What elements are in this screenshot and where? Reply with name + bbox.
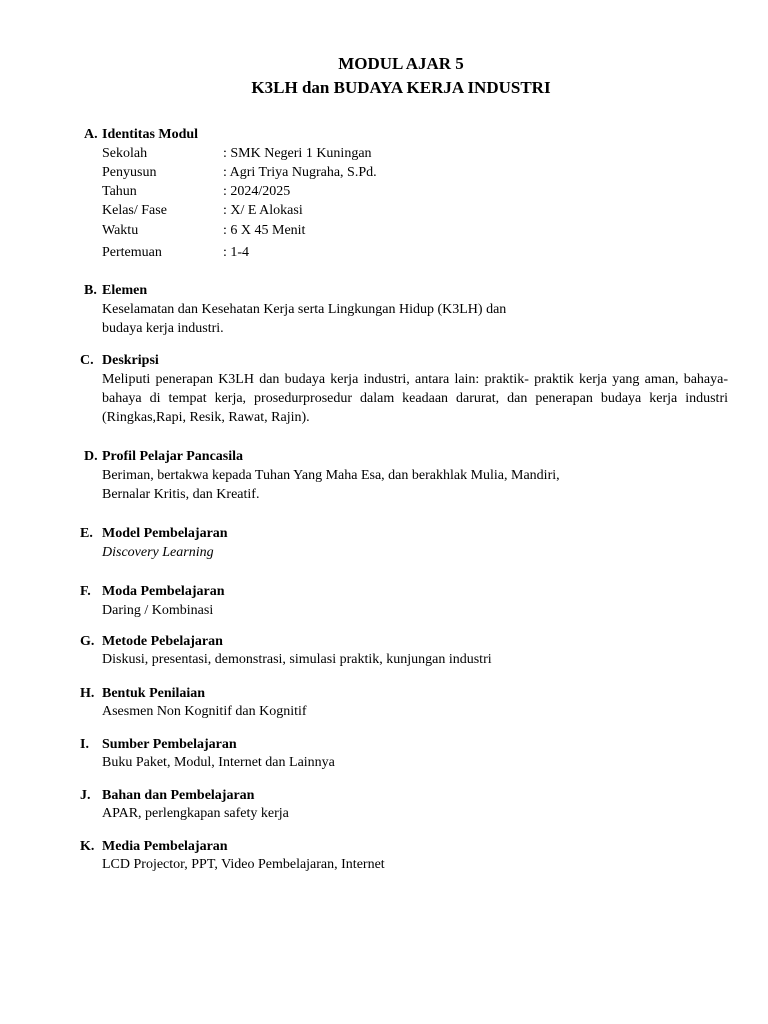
body-line: Bernalar Kritis, dan Kreatif. — [102, 487, 260, 502]
section-body: Meliputi penerapan K3LH dan budaya kerja industri, antara lain: praktik- praktik kerja yang aman, bahaya-bahaya di tempat kerja, prosedurprosedur dalam keadaan darurat, dan penerapan budaya kerja industri (Ringkas,Rapi, Resik, Rawat, Rajin). — [102, 372, 728, 425]
section-heading: Moda Pembelajaran — [102, 584, 225, 599]
document-subtitle: K3LH dan BUDAYA KERJA INDUSTRI — [251, 78, 551, 97]
section-body: LCD Projector, PPT, Video Pembelajaran, Internet — [102, 857, 385, 872]
section-body: Buku Paket, Modul, Internet dan Lainnya — [102, 755, 335, 770]
body-line: budaya kerja industri. — [102, 321, 224, 336]
section-body — [102, 466, 728, 504]
section-letter: H. — [80, 686, 95, 701]
section-letter: A. — [84, 127, 98, 142]
section-body: APAR, perlengkapan safety kerja — [102, 806, 289, 821]
body-line: Beriman, bertakwa kepada Tuhan Yang Maha Esa, dan berakhlak Mulia, Mandiri, — [102, 468, 560, 483]
identity-value: : Agri Triya Nugraha, S.Pd. — [223, 165, 377, 180]
document-title: MODUL AJAR 5 — [338, 54, 464, 73]
section-body — [102, 300, 728, 338]
section-letter: D. — [84, 449, 98, 464]
identity-label: Waktu — [102, 223, 139, 238]
identity-value: : 1-4 — [223, 245, 250, 260]
section-letter: G. — [80, 634, 95, 649]
identity-value: : 2024/2025 — [223, 184, 291, 199]
section-heading: Media Pembelajaran — [102, 839, 228, 854]
section-body: Daring / Kombinasi — [102, 603, 214, 618]
identity-label: Tahun — [102, 184, 137, 199]
section-heading: Metode Pebelajaran — [102, 634, 223, 649]
section-heading: Elemen — [102, 283, 148, 298]
identity-label: Sekolah — [102, 146, 148, 161]
section-body: Diskusi, presentasi, demonstrasi, simulasi praktik, kunjungan industri — [102, 652, 492, 667]
section-heading: Identitas Modul — [102, 127, 199, 142]
section-letter: F. — [80, 584, 91, 599]
section-letter: E. — [80, 526, 93, 541]
body-line: Keselamatan dan Kesehatan Kerja serta Lingkungan Hidup (K3LH) dan — [102, 302, 507, 317]
section-heading: Deskripsi — [102, 353, 159, 368]
section-heading: Bahan dan Pembelajaran — [102, 788, 255, 803]
section-heading: Profil Pelajar Pancasila — [102, 449, 244, 464]
section-heading: Sumber Pembelajaran — [102, 737, 237, 752]
identity-label: Kelas/ Fase — [102, 203, 167, 218]
section-heading: Model Pembelajaran — [102, 526, 228, 541]
section-letter: K. — [80, 839, 95, 854]
section-heading: Bentuk Penilaian — [102, 686, 206, 701]
section-body: Discovery Learning — [102, 545, 214, 560]
identity-value: : SMK Negeri 1 Kuningan — [223, 146, 372, 161]
section-letter: I. — [80, 737, 89, 752]
identity-label: Penyusun — [102, 165, 157, 180]
identity-value: : 6 X 45 Menit — [223, 223, 306, 238]
section-letter: J. — [80, 788, 91, 803]
identity-value: : X/ E Alokasi — [223, 203, 303, 218]
section-letter: C. — [80, 353, 94, 368]
identity-label: Pertemuan — [102, 245, 162, 260]
section-letter: B. — [84, 283, 97, 298]
section-body: Asesmen Non Kognitif dan Kognitif — [102, 704, 307, 719]
